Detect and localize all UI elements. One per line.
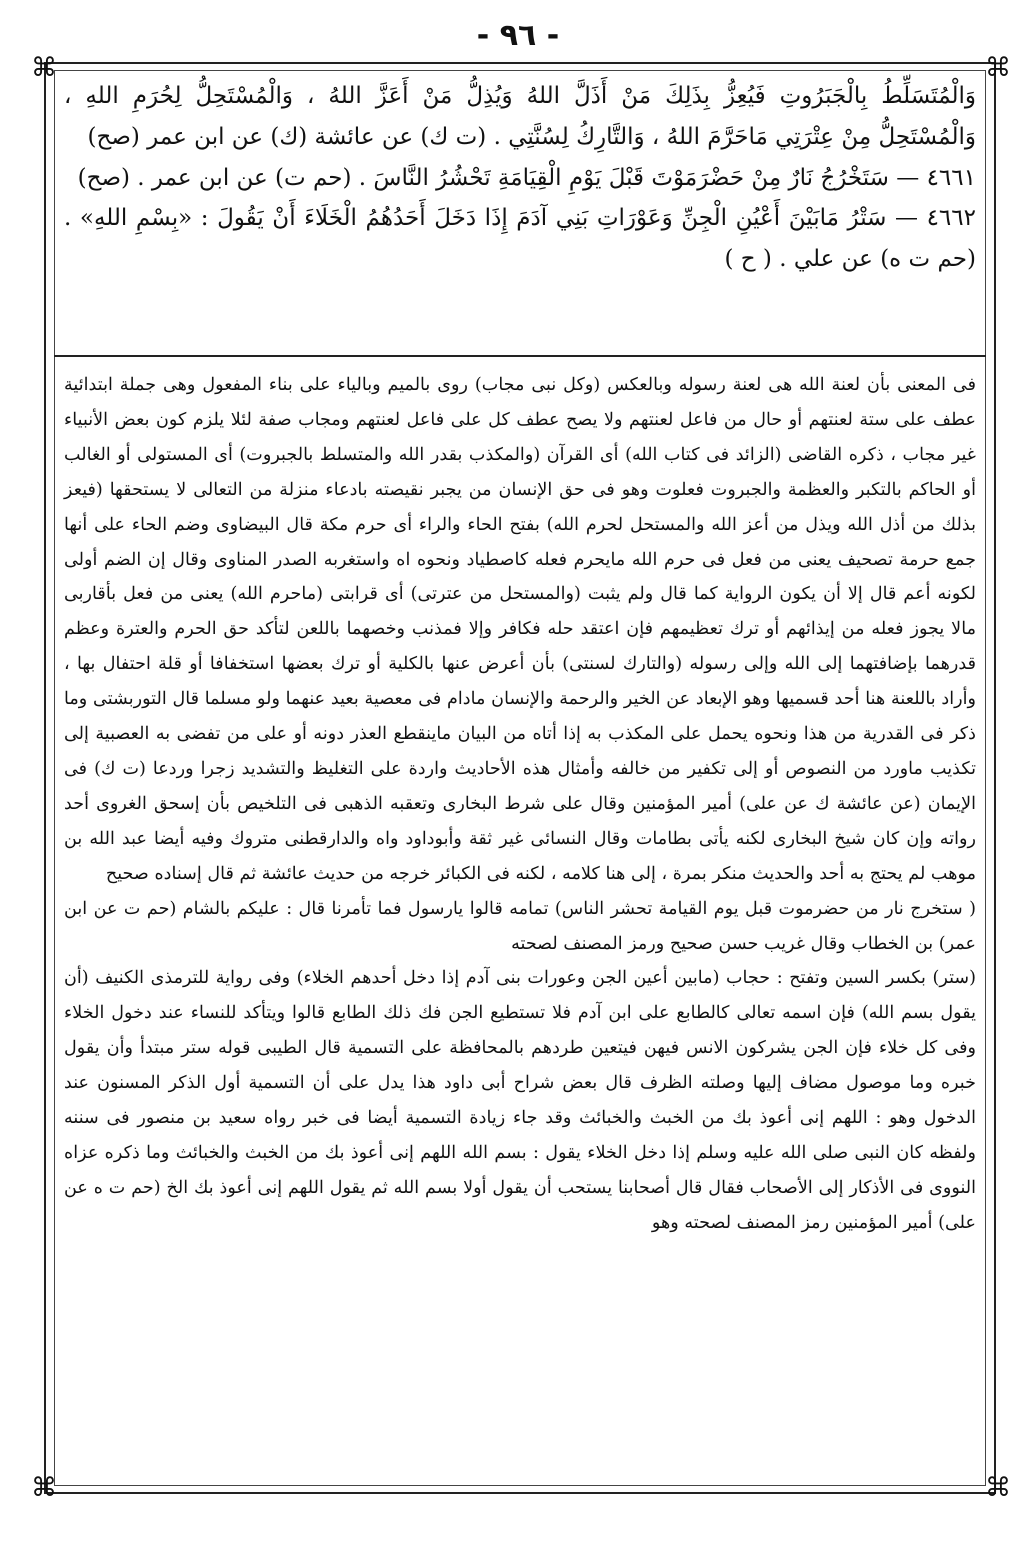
commentary-paragraph: ( ستخرج نار من حضرموت قبل يوم القيامة تحشر الناس) تمامه قالوا يارسول فما تأمرنا قال : عليكم بالشام (حم ت عن ابن عمر) بن الخطاب وقال غريب حسن صحيح ورمز المصنف لصحته xyxy=(64,898,976,954)
hadith-continuation: وَالْمُتَسَلِّطُ بِالْجَبَرُوتِ فَيُعِزُّ بِذَلِكَ مَنْ أَذَلَّ اللهُ وَيُذِلُّ مَنْ أَعَزَّ اللهُ ، وَالْمُسْتَحِلُّ لِحُرَمِ اللهِ ، وَالْمُسْتَحِلُّ مِنْ عِتْرَتِي مَاحَرَّمَ اللهُ ، وَالتَّارِكُ لِسُنَّتِي . (ت ك) عن عائشة (ك) عن ابن عمر (صح) xyxy=(64,83,976,150)
corner-ornament-icon: ⌘ xyxy=(31,1473,57,1503)
commentary-paragraph: فى المعنى بأن لعنة الله هى لعنة رسوله وبالعكس (وكل نبى مجاب) روى بالميم وبالياء على بناء المفعول وهى جملة ابتدائية عطف على ستة لعنتهم أو حال من فاعل لعنتهم ولا يصح عطف كل على فاعل لعنتهم ومجاب صفة لئلا يلزم كون بعض الأنبياء غير مجاب ، ذكره القاضى (الزائد فى كتاب الله) أى القرآن (والمكذب بقدر الله والمتسلط بالجبروت) أى المستولى أو الغالب أو الحاكم بالتكبر والعظمة والجبروت فعلوت وهو فى حق الإنسان من يجبر نقيصته بادعاء منزلة من التعالى لا يستحقها (فيعز بذلك من أذل الله ويذل من أعز الله والمستحل لحرم الله) بفتح الحاء والراء أى حرم مكة قال البيضاوى وضم الحاء على أنها جمع حرمة تصحيف يعنى من فعل فى حرم الله مايحرم فعله كاصطياد ونحوه اه واستغربه الصدر المناوى وقال إن الضم أولى لكونه أعم قال إلا أن يكون الرواية كما قال ولم يثبت (والمستحل من عترتى) أى قرابتى (ماحرم الله) يعنى من فعل بأقاربى مالا يجوز فعله من إيذائهم أو ترك تعظيمهم فإن اعتقد حله فكافر وإلا فمذنب وخصهما باللعن لتأكد حق الحرم والعترة وعظم قدرهما بإضافتهما إلى الله وإلى رسوله (والتارك لسنتى) بأن أعرض عنها بالكلية أو ترك بعضها استخفافا أو قلة احتفال بها ، وأراد باللعنة هنا أحد قسميها وهو الإبعاد عن الخير والرحمة والإنسان مادام فى معصية بعيد عنهما ولو مسلما قال التوربشتى وما ذكر فى القدرية من هذا ونحوه يحمل على المكذب به إذا أتاه من البيان ماينقطع العذر دونه أو على من تفضى به العصبية إلى تكذيب ماورد من النصوص أو إلى تكفير من خالفه وأمثال هذه الأحاديث واردة على التغليظ والتشديد زجرا وردعا (ت ك) فى الإيمان (عن عائشة ك عن على) أمير المؤمنين وقال على شرط البخارى وتعقبه الذهبى فى التلخيص بأن إسحق الغروى أحد رواته وإن كان شيخ البخارى لكنه يأتى بطامات وقال النسائى غير ثقة وأبوداود واه والدارقطنى متروك وفيه أيضا عبد الله بن موهب لم يحتج به أحد والحديث منكر بمرة ، إلى هنا كلامه ، لكنه فى الكبائر خرجه من حديث عائشة ثم قال إسناده صحيح xyxy=(64,375,976,884)
hadith-4661: ٤٦٦١ — سَتَخْرُجُ نَارٌ مِنْ حَضْرَمَوْتَ قَبْلَ يَوْمِ الْقِيَامَةِ تَحْشُرُ النَّاسَ . (حم ت) عن ابن عمر . (صح) xyxy=(77,164,976,191)
corner-ornament-icon: ⌘ xyxy=(985,53,1011,83)
hadith-main-text xyxy=(64,76,976,280)
hadith-4662: ٤٦٦٢ — سَتْرُ مَابَيْنَ أَعْيُنِ الْجِنِّ وَعَوْرَاتِ بَنِي آدَمَ إِذَا دَخَلَ أَحَدُهُمُ الْخَلَاءَ أَنْ يَقُولَ : «بِسْمِ اللهِ» . (حم ت ه) عن علي . ( ح ) xyxy=(64,205,976,273)
page-number: - ٩٦ - xyxy=(476,18,560,53)
corner-ornament-icon: ⌘ xyxy=(985,1473,1011,1503)
corner-ornament-icon: ⌘ xyxy=(31,53,57,83)
commentary-paragraph: (ستر) بكسر السين وتفتح : حجاب (مابين أعين الجن وعورات بنى آدم إذا دخل أحدهم الخلاء) وفى رواية للترمذى الكنيف (أن يقول بسم الله) فإن اسمه تعالى كالطابع على ابن آدم فلا تستطيع الجن فك ذلك الطابع قالوا ويتأكد للنساء عند دخول الخلاء وفى كل خلاء فإن الجن يشركون الانس فيهن فيتعين طردهم بالمحافظة على التسمية قال الطيبى قوله ستر مبتدأ وأن يقول خبره وما موصول مضاف إليها وصلته الظرف قال بعض شراح أبى داود هذا يدل على أن التسمية أول الذكر المسنون عند الدخول وهو : اللهم إنى أعوذ بك من الخبث والخبائث وقد جاء زيادة التسمية أيضا فى خبر رواه سعيد بن منصور فى سننه ولفظه كان النبى صلى الله عليه وسلم إذا دخل الخلاء يقول : بسم الله اللهم إنى أعوذ بك من الخبث والخبائث وما ذكره عزاه النووى فى الأذكار إلى الأصحاب فقال قال أصحابنا يستحب أن يقول أولا بسم الله ثم يقول اللهم إنى أعوذ بك الخ (حم ت ه عن على) أمير المؤمنين رمز المصنف لصحته وهو xyxy=(64,968,976,1233)
section-divider xyxy=(54,355,986,357)
commentary-text xyxy=(64,368,976,1241)
